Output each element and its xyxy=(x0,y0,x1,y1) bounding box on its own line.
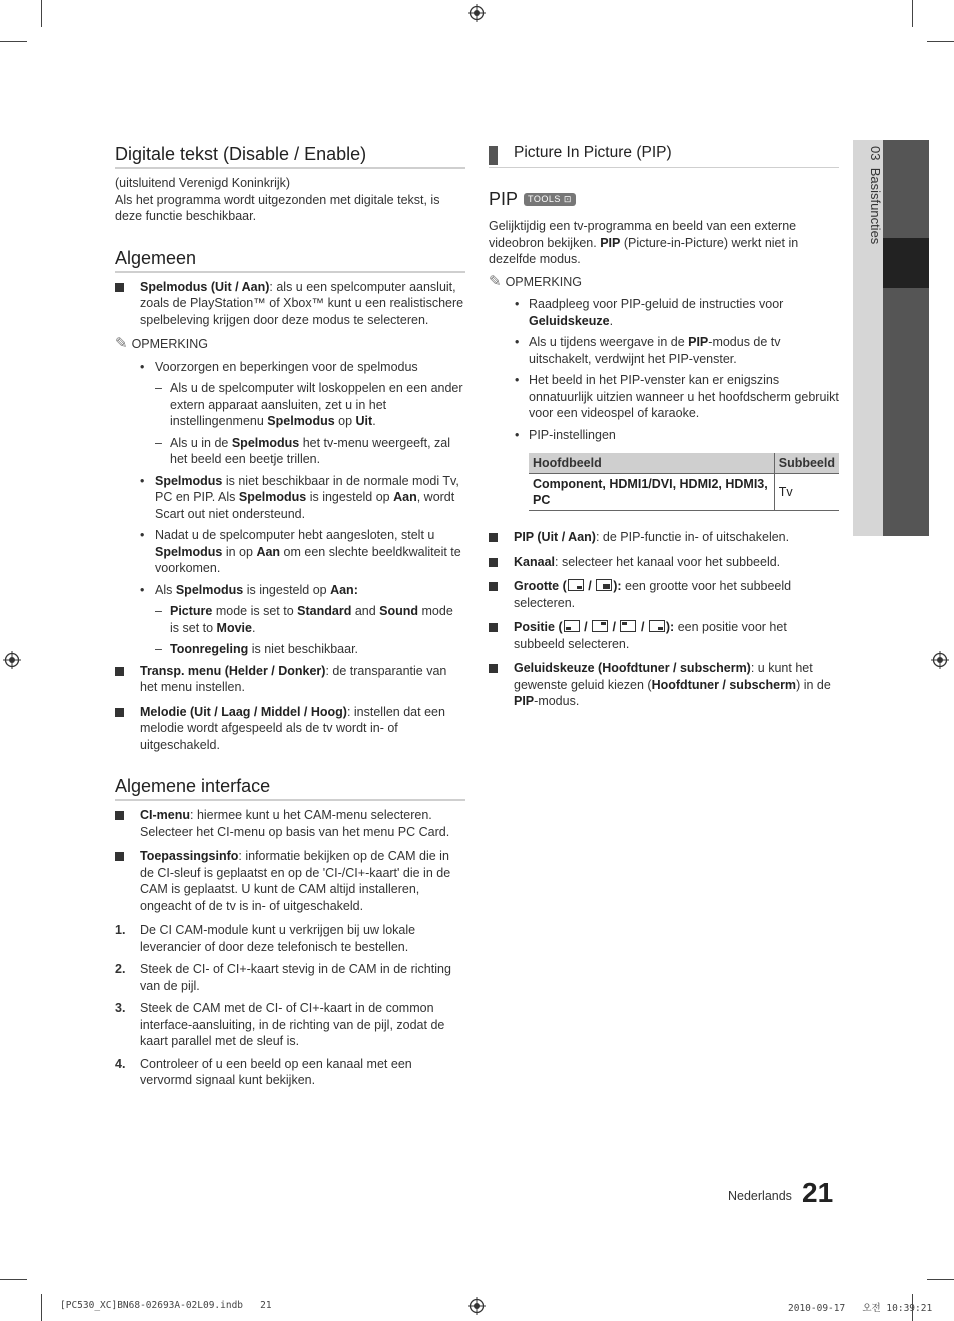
pencil-icon: ✎ xyxy=(489,272,502,290)
crop-mark xyxy=(912,0,913,27)
list-item: • Raadpleeg voor PIP-geluid de instructies voor Geluidskeuze. xyxy=(515,296,839,329)
chapter-tab-label: 03 Basisfuncties xyxy=(868,146,883,245)
list-item: Transp. menu (Helder / Donker): de transparantie van het menu instellen. xyxy=(115,663,465,696)
list-item: • Spelmodus is niet beschikbaar in de normale modi Tv, PC en PIP. Als Spelmodus is ingesteld op Aan, wordt Scart out niet ondersteund. xyxy=(140,473,465,523)
subsection-title: PIP TOOLS ⊡ xyxy=(489,188,839,210)
numbered-step: 3. Steek de CAM met de CI- of CI+-kaart in de common interface-aansluiting, in de richting van de pijl, zodat de kaart parallel met de sleuf is. xyxy=(115,1001,445,1048)
section-title: Picture In Picture (PIP) xyxy=(489,143,839,168)
registration-mark-icon xyxy=(931,651,949,669)
paragraph: (uitsluitend Verenigd Koninkrijk) xyxy=(115,176,291,190)
list-item: Positie ( / / / ): een positie voor het subbeeld selecteren. xyxy=(489,619,839,652)
pip-bottom-right-icon xyxy=(649,620,665,632)
list-item: CI-menu: hiermee kunt u het CAM-menu selecteren. Selecteer het CI-menu op basis van het menu PC Card. xyxy=(115,807,465,840)
pip-bottom-left-icon xyxy=(564,620,580,632)
list-item: Grootte ( / ): een grootte voor het subbeeld selecteren. xyxy=(489,578,839,611)
pip-settings-table xyxy=(529,453,839,511)
right-column xyxy=(489,143,839,718)
chapter-tab-marker xyxy=(883,238,929,288)
registration-mark-icon xyxy=(468,4,486,22)
table-header-row xyxy=(529,453,839,474)
list-item: – Toonregeling is niet beschikbaar. xyxy=(155,641,465,658)
paragraph: Gelijktijdig een tv-programma en beeld van een externe videobron bekijken. PIP (Picture-in-Picture) werkt niet in dezelfde modus. xyxy=(489,219,799,266)
pip-large-icon xyxy=(596,579,612,591)
section-title: Algemeen xyxy=(115,247,465,273)
print-slug: 2010-09-17 오전 10:39:21 xyxy=(788,1303,933,1314)
list-item: • Nadat u de spelcomputer hebt aangesloten, stelt u Spelmodus in op Aan om een slechte beeldkwaliteit te voorkomen. xyxy=(140,527,465,577)
footer-language: Nederlands xyxy=(728,1189,792,1203)
left-column xyxy=(115,143,465,1095)
tools-icon: ⊡ xyxy=(560,193,572,204)
note-heading: ✎ OPMERKING xyxy=(115,335,208,352)
numbered-step: 1. De CI CAM-module kunt u verkrijgen bij uw lokale leverancier of door deze telefonisch te bestellen. xyxy=(115,923,416,954)
list-item: • Voorzorgen en beperkingen voor de spelmodus xyxy=(140,359,465,376)
crop-mark xyxy=(41,1294,42,1321)
table-header-cell: Hoofdbeeld xyxy=(529,453,774,474)
list-item: Kanaal: selecteer het kanaal voor het subbeeld. xyxy=(489,554,839,571)
pip-top-right-icon xyxy=(592,620,608,632)
table-cell: Tv xyxy=(774,474,839,511)
registration-mark-icon xyxy=(3,651,21,669)
pencil-icon: ✎ xyxy=(115,335,128,352)
section-title: Digitale tekst (Disable / Enable) xyxy=(115,143,465,169)
list-item: • PIP-instellingen xyxy=(515,427,839,444)
print-slug: [PC530_XC]BN68-02693A-02L09.indb 21 xyxy=(60,1300,272,1311)
page-number: 21 xyxy=(802,1177,834,1208)
list-item: – Als u in de Spelmodus het tv-menu weergeeft, zal het beeld een beetje trillen. xyxy=(155,435,465,468)
list-item: – Als u de spelcomputer wilt loskoppelen en een ander extern apparaat aansluiten, zet u in het instellingenmenu Spelmodus op Uit. xyxy=(155,380,465,430)
list-item: Melodie (Uit / Laag / Middel / Hoog): instellen dat een melodie wordt afgespeeld als de tv wordt in- of uitgeschakeld. xyxy=(115,704,465,754)
list-item: • Als u tijdens weergave in de PIP-modus de tv uitschakelt, verdwijnt het PIP-venster. xyxy=(515,334,839,367)
pip-top-left-icon xyxy=(620,620,636,632)
pip-small-icon xyxy=(568,579,584,591)
table-row xyxy=(529,474,839,511)
section-title: Algemene interface xyxy=(115,775,465,801)
crop-mark xyxy=(927,1279,954,1280)
note-heading: ✎ OPMERKING xyxy=(489,272,582,290)
list-item: Toepassingsinfo: informatie bekijken op de CAM die in de CI-sleuf is geplaatst en op de 'CI-/CI+-kaart' die in de CAM is geplaatst. U kunt de CAM altijd installeren, ongeacht of de tv is in- of uitgeschakeld. xyxy=(115,848,465,914)
registration-mark-icon xyxy=(468,1297,486,1315)
list-item: Geluidskeuze (Hoofdtuner / subscherm): u kunt het gewenste geluid kiezen (Hoofdtuner / subscherm) in de PIP-modus. xyxy=(489,660,839,710)
list-item: – Picture mode is set to Standard and Sound mode is set to Movie. xyxy=(155,603,465,636)
crop-mark xyxy=(0,1279,27,1280)
list-item: Spelmodus (Uit / Aan): als u een spelcomputer aansluit, zoals de PlayStation™ of Xbox™ kunt u een realistischere spelbeleving krijgen door deze modus te selecteren. xyxy=(115,279,465,329)
list-item: PIP (Uit / Aan): de PIP-functie in- of uitschakelen. xyxy=(489,529,839,546)
crop-mark xyxy=(41,0,42,27)
paragraph: Als het programma wordt uitgezonden met digitale tekst, is deze functie beschikbaar. xyxy=(115,192,440,223)
numbered-step: 4. Controleer of u een beeld op een kanaal met een vervormd signaal kunt bekijken. xyxy=(115,1056,412,1087)
table-cell: Component, HDMI1/DVI, HDMI2, HDMI3, PC xyxy=(529,474,774,511)
tools-badge: TOOLS ⊡ xyxy=(524,193,576,206)
table-header-cell: Subbeeld xyxy=(774,453,839,474)
crop-mark xyxy=(927,41,954,42)
chapter-tab-strip xyxy=(883,140,929,536)
numbered-step: 2. Steek de CI- of CI+-kaart stevig in de CAM in de richting van de pijl. xyxy=(115,962,451,993)
list-item: • Het beeld in het PIP-venster kan er enigszins onnatuurlijk uitzien wanneer u het hoofdscherm gebruikt voor een videospel of karaoke. xyxy=(515,372,839,422)
crop-mark xyxy=(0,41,27,42)
list-item: • Als Spelmodus is ingesteld op Aan: xyxy=(140,582,465,599)
